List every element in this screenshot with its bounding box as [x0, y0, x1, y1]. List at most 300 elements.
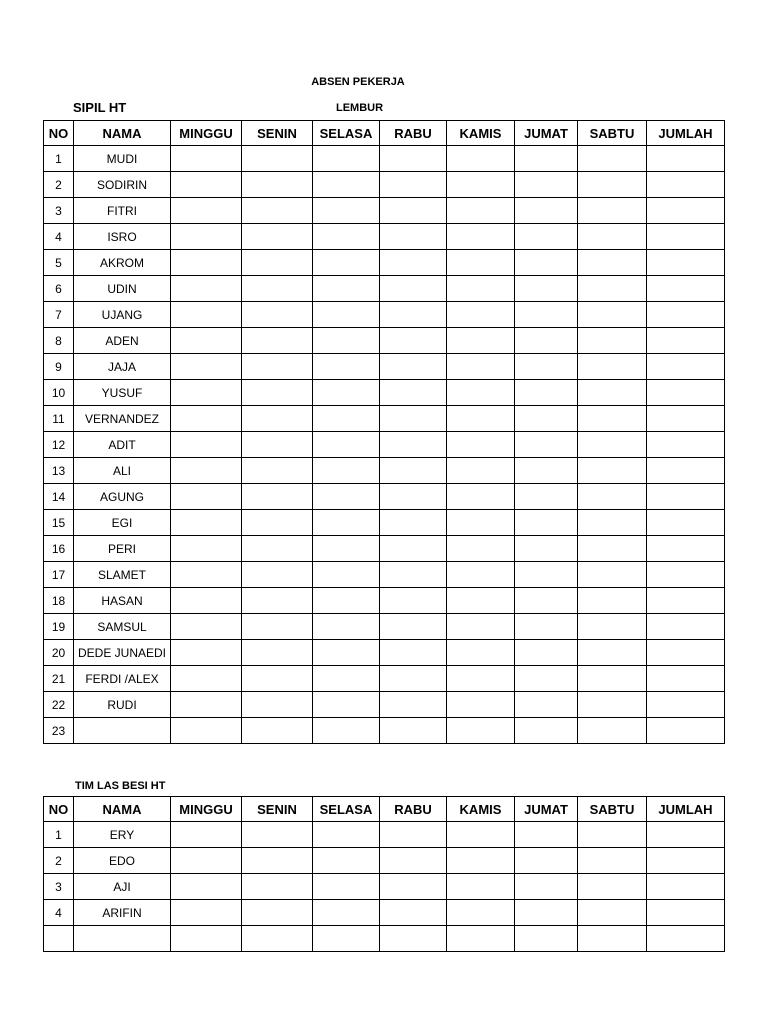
worker-name: EGI — [74, 510, 171, 536]
table-row — [44, 822, 725, 848]
attendance-cell-kamis[interactable] — [447, 848, 515, 874]
attendance-cell-jumat[interactable] — [515, 276, 578, 302]
attendance-cell-jumlah[interactable] — [647, 250, 725, 276]
attendance-cell-minggu[interactable] — [171, 536, 242, 562]
attendance-cell-jumlah[interactable] — [647, 380, 725, 406]
attendance-cell-jumlah[interactable] — [647, 276, 725, 302]
attendance-cell-minggu[interactable] — [171, 302, 242, 328]
table-header-row — [44, 797, 725, 822]
attendance-cell-senin[interactable] — [242, 328, 313, 354]
attendance-cell-selasa[interactable] — [313, 276, 380, 302]
attendance-cell-rabu[interactable] — [380, 848, 447, 874]
attendance-cell-rabu[interactable] — [380, 692, 447, 718]
table-row — [44, 562, 725, 588]
attendance-cell-selasa[interactable] — [313, 874, 380, 900]
attendance-cell-minggu[interactable] — [171, 380, 242, 406]
row-number: 12 — [44, 432, 74, 458]
attendance-cell-minggu[interactable] — [171, 640, 242, 666]
worker-name: FITRI — [74, 198, 171, 224]
attendance-cell-senin[interactable] — [242, 614, 313, 640]
attendance-cell-minggu[interactable] — [171, 926, 242, 952]
attendance-cell-sabtu[interactable] — [578, 198, 647, 224]
attendance-cell-senin[interactable] — [242, 354, 313, 380]
attendance-cell-rabu[interactable] — [380, 198, 447, 224]
table-row — [44, 172, 725, 198]
row-number: 3 — [44, 198, 74, 224]
attendance-cell-selasa[interactable] — [313, 536, 380, 562]
attendance-cell-kamis[interactable] — [447, 354, 515, 380]
attendance-cell-rabu[interactable] — [380, 146, 447, 172]
attendance-cell-jumat[interactable] — [515, 588, 578, 614]
row-number: 10 — [44, 380, 74, 406]
attendance-cell-rabu[interactable] — [380, 380, 447, 406]
worker-name: SAMSUL — [74, 614, 171, 640]
attendance-cell-jumat[interactable] — [515, 458, 578, 484]
attendance-cell-jumat[interactable] — [515, 874, 578, 900]
attendance-cell-sabtu[interactable] — [578, 172, 647, 198]
attendance-cell-kamis[interactable] — [447, 588, 515, 614]
attendance-cell-sabtu[interactable] — [578, 822, 647, 848]
row-number: 18 — [44, 588, 74, 614]
table-row — [44, 900, 725, 926]
attendance-cell-selasa[interactable] — [313, 614, 380, 640]
attendance-cell-kamis[interactable] — [447, 900, 515, 926]
attendance-cell-selasa[interactable] — [313, 224, 380, 250]
attendance-cell-kamis[interactable] — [447, 458, 515, 484]
attendance-cell-selasa[interactable] — [313, 250, 380, 276]
attendance-cell-jumlah[interactable] — [647, 146, 725, 172]
attendance-cell-rabu[interactable] — [380, 224, 447, 250]
table-row — [44, 926, 725, 952]
attendance-cell-selasa[interactable] — [313, 588, 380, 614]
attendance-cell-jumat[interactable] — [515, 926, 578, 952]
attendance-cell-rabu[interactable] — [380, 510, 447, 536]
attendance-cell-rabu[interactable] — [380, 926, 447, 952]
attendance-cell-kamis[interactable] — [447, 432, 515, 458]
attendance-cell-jumat[interactable] — [515, 354, 578, 380]
attendance-cell-sabtu[interactable] — [578, 432, 647, 458]
attendance-cell-minggu[interactable] — [171, 198, 242, 224]
attendance-cell-senin[interactable] — [242, 562, 313, 588]
attendance-cell-kamis[interactable] — [447, 328, 515, 354]
attendance-cell-jumlah[interactable] — [647, 328, 725, 354]
attendance-cell-sabtu[interactable] — [578, 640, 647, 666]
attendance-cell-rabu[interactable] — [380, 458, 447, 484]
attendance-cell-senin[interactable] — [242, 224, 313, 250]
attendance-cell-selasa[interactable] — [313, 718, 380, 744]
attendance-cell-rabu[interactable] — [380, 640, 447, 666]
attendance-cell-selasa[interactable] — [313, 380, 380, 406]
attendance-cell-jumlah[interactable] — [647, 900, 725, 926]
row-number: 20 — [44, 640, 74, 666]
attendance-cell-rabu[interactable] — [380, 562, 447, 588]
attendance-cell-kamis[interactable] — [447, 614, 515, 640]
attendance-cell-minggu[interactable] — [171, 224, 242, 250]
attendance-cell-sabtu[interactable] — [578, 146, 647, 172]
row-number — [44, 926, 74, 952]
attendance-cell-minggu[interactable] — [171, 562, 242, 588]
worker-name: SLAMET — [74, 562, 171, 588]
attendance-cell-jumat[interactable] — [515, 432, 578, 458]
attendance-cell-selasa[interactable] — [313, 666, 380, 692]
table-row — [44, 198, 725, 224]
attendance-cell-senin[interactable] — [242, 822, 313, 848]
attendance-cell-kamis[interactable] — [447, 484, 515, 510]
table-row — [44, 588, 725, 614]
attendance-cell-sabtu[interactable] — [578, 224, 647, 250]
attendance-cell-kamis[interactable] — [447, 380, 515, 406]
attendance-cell-sabtu[interactable] — [578, 510, 647, 536]
attendance-cell-rabu[interactable] — [380, 250, 447, 276]
attendance-cell-jumat[interactable] — [515, 172, 578, 198]
attendance-cell-jumat[interactable] — [515, 692, 578, 718]
attendance-cell-jumlah[interactable] — [647, 588, 725, 614]
attendance-cell-senin[interactable] — [242, 484, 313, 510]
attendance-cell-selasa[interactable] — [313, 432, 380, 458]
attendance-cell-sabtu[interactable] — [578, 874, 647, 900]
attendance-cell-jumat[interactable] — [515, 640, 578, 666]
attendance-cell-jumlah[interactable] — [647, 354, 725, 380]
attendance-cell-jumat[interactable] — [515, 848, 578, 874]
attendance-cell-kamis[interactable] — [447, 562, 515, 588]
attendance-cell-senin[interactable] — [242, 900, 313, 926]
attendance-cell-jumlah[interactable] — [647, 562, 725, 588]
attendance-cell-kamis[interactable] — [447, 224, 515, 250]
attendance-cell-jumlah[interactable] — [647, 848, 725, 874]
table-header-row — [44, 121, 725, 146]
attendance-cell-sabtu[interactable] — [578, 354, 647, 380]
attendance-cell-sabtu[interactable] — [578, 484, 647, 510]
row-number: 9 — [44, 354, 74, 380]
worker-name: FERDI /ALEX — [74, 666, 171, 692]
attendance-cell-senin[interactable] — [242, 510, 313, 536]
attendance-cell-senin[interactable] — [242, 640, 313, 666]
attendance-cell-selasa[interactable] — [313, 146, 380, 172]
attendance-cell-minggu[interactable] — [171, 432, 242, 458]
row-number: 5 — [44, 250, 74, 276]
attendance-cell-rabu[interactable] — [380, 172, 447, 198]
attendance-cell-sabtu[interactable] — [578, 926, 647, 952]
attendance-cell-kamis[interactable] — [447, 276, 515, 302]
attendance-cell-senin[interactable] — [242, 302, 313, 328]
attendance-cell-senin[interactable] — [242, 666, 313, 692]
column-header-no: NO — [44, 797, 74, 822]
worker-name: EDO — [74, 848, 171, 874]
attendance-cell-jumlah[interactable] — [647, 718, 725, 744]
attendance-cell-minggu[interactable] — [171, 276, 242, 302]
attendance-cell-senin[interactable] — [242, 458, 313, 484]
attendance-cell-senin[interactable] — [242, 172, 313, 198]
attendance-cell-senin[interactable] — [242, 198, 313, 224]
row-number: 4 — [44, 900, 74, 926]
column-header-jumlah: JUMLAH — [647, 797, 725, 822]
table-row — [44, 302, 725, 328]
attendance-cell-minggu[interactable] — [171, 458, 242, 484]
attendance-cell-jumlah[interactable] — [647, 692, 725, 718]
attendance-cell-rabu[interactable] — [380, 588, 447, 614]
attendance-cell-sabtu[interactable] — [578, 276, 647, 302]
attendance-cell-rabu[interactable] — [380, 354, 447, 380]
attendance-cell-kamis[interactable] — [447, 666, 515, 692]
attendance-cell-rabu[interactable] — [380, 822, 447, 848]
worker-name: RUDI — [74, 692, 171, 718]
attendance-cell-rabu[interactable] — [380, 874, 447, 900]
attendance-cell-minggu[interactable] — [171, 588, 242, 614]
attendance-cell-senin[interactable] — [242, 146, 313, 172]
attendance-cell-selasa[interactable] — [313, 510, 380, 536]
attendance-cell-selasa[interactable] — [313, 198, 380, 224]
row-number: 2 — [44, 172, 74, 198]
attendance-cell-selasa[interactable] — [313, 406, 380, 432]
attendance-cell-rabu[interactable] — [380, 484, 447, 510]
attendance-cell-sabtu[interactable] — [578, 250, 647, 276]
attendance-cell-rabu[interactable] — [380, 718, 447, 744]
attendance-table-sipil-ht — [43, 120, 725, 744]
attendance-cell-sabtu[interactable] — [578, 302, 647, 328]
attendance-cell-senin[interactable] — [242, 874, 313, 900]
attendance-cell-kamis[interactable] — [447, 536, 515, 562]
attendance-cell-selasa[interactable] — [313, 172, 380, 198]
attendance-cell-jumlah[interactable] — [647, 614, 725, 640]
table-row — [44, 666, 725, 692]
attendance-cell-sabtu[interactable] — [578, 328, 647, 354]
attendance-cell-selasa[interactable] — [313, 484, 380, 510]
row-number: 7 — [44, 302, 74, 328]
column-header-selasa: SELASA — [313, 121, 380, 146]
attendance-cell-jumat[interactable] — [515, 250, 578, 276]
column-header-nama: NAMA — [74, 797, 171, 822]
attendance-cell-jumat[interactable] — [515, 302, 578, 328]
row-number: 19 — [44, 614, 74, 640]
attendance-cell-kamis[interactable] — [447, 822, 515, 848]
worker-name — [74, 718, 171, 744]
attendance-cell-sabtu[interactable] — [578, 666, 647, 692]
attendance-cell-rabu[interactable] — [380, 536, 447, 562]
attendance-cell-jumlah[interactable] — [647, 172, 725, 198]
attendance-cell-minggu[interactable] — [171, 874, 242, 900]
attendance-cell-sabtu[interactable] — [578, 458, 647, 484]
attendance-cell-senin[interactable] — [242, 536, 313, 562]
attendance-cell-sabtu[interactable] — [578, 692, 647, 718]
column-header-minggu: MINGGU — [171, 797, 242, 822]
attendance-cell-kamis[interactable] — [447, 926, 515, 952]
attendance-cell-senin[interactable] — [242, 276, 313, 302]
attendance-cell-kamis[interactable] — [447, 640, 515, 666]
attendance-cell-jumlah[interactable] — [647, 302, 725, 328]
column-header-kamis: KAMIS — [447, 797, 515, 822]
attendance-cell-kamis[interactable] — [447, 198, 515, 224]
attendance-cell-jumlah[interactable] — [647, 666, 725, 692]
attendance-cell-senin[interactable] — [242, 692, 313, 718]
attendance-cell-minggu[interactable] — [171, 354, 242, 380]
attendance-cell-senin[interactable] — [242, 250, 313, 276]
column-header-no: NO — [44, 121, 74, 146]
attendance-cell-senin[interactable] — [242, 588, 313, 614]
attendance-cell-sabtu[interactable] — [578, 848, 647, 874]
attendance-cell-jumat[interactable] — [515, 614, 578, 640]
attendance-cell-sabtu[interactable] — [578, 406, 647, 432]
table-row — [44, 614, 725, 640]
attendance-cell-minggu[interactable] — [171, 614, 242, 640]
attendance-cell-rabu[interactable] — [380, 328, 447, 354]
attendance-cell-rabu[interactable] — [380, 432, 447, 458]
attendance-cell-minggu[interactable] — [171, 848, 242, 874]
attendance-cell-minggu[interactable] — [171, 510, 242, 536]
attendance-cell-kamis[interactable] — [447, 718, 515, 744]
column-header-minggu: MINGGU — [171, 121, 242, 146]
worker-name — [74, 926, 171, 952]
table-row — [44, 536, 725, 562]
attendance-cell-jumat[interactable] — [515, 406, 578, 432]
attendance-cell-sabtu[interactable] — [578, 718, 647, 744]
attendance-cell-rabu[interactable] — [380, 614, 447, 640]
attendance-cell-senin[interactable] — [242, 380, 313, 406]
attendance-cell-selasa[interactable] — [313, 302, 380, 328]
worker-name: HASAN — [74, 588, 171, 614]
row-number: 3 — [44, 874, 74, 900]
attendance-cell-minggu[interactable] — [171, 406, 242, 432]
attendance-cell-selasa[interactable] — [313, 328, 380, 354]
attendance-cell-senin[interactable] — [242, 718, 313, 744]
attendance-cell-jumat[interactable] — [515, 510, 578, 536]
attendance-cell-jumlah[interactable] — [647, 536, 725, 562]
worker-name: UJANG — [74, 302, 171, 328]
table-row — [44, 406, 725, 432]
table-row — [44, 432, 725, 458]
attendance-cell-minggu[interactable] — [171, 328, 242, 354]
attendance-cell-rabu[interactable] — [380, 302, 447, 328]
row-number: 22 — [44, 692, 74, 718]
worker-name: YUSUF — [74, 380, 171, 406]
section-label-tim-las-besi-ht: TIM LAS BESI HT — [75, 780, 166, 792]
attendance-cell-jumat[interactable] — [515, 380, 578, 406]
attendance-cell-selasa[interactable] — [313, 692, 380, 718]
attendance-cell-sabtu[interactable] — [578, 614, 647, 640]
worker-name: ADEN — [74, 328, 171, 354]
attendance-cell-kamis[interactable] — [447, 172, 515, 198]
attendance-cell-sabtu[interactable] — [578, 900, 647, 926]
attendance-cell-jumat[interactable] — [515, 718, 578, 744]
attendance-cell-jumat[interactable] — [515, 666, 578, 692]
attendance-cell-sabtu[interactable] — [578, 380, 647, 406]
attendance-cell-minggu[interactable] — [171, 718, 242, 744]
attendance-cell-jumlah[interactable] — [647, 198, 725, 224]
worker-name: MUDI — [74, 146, 171, 172]
table-row — [44, 250, 725, 276]
column-header-jumlah: JUMLAH — [647, 121, 725, 146]
attendance-cell-kamis[interactable] — [447, 250, 515, 276]
attendance-cell-rabu[interactable] — [380, 406, 447, 432]
attendance-cell-senin[interactable] — [242, 406, 313, 432]
attendance-cell-selasa[interactable] — [313, 822, 380, 848]
attendance-cell-minggu[interactable] — [171, 666, 242, 692]
table-row — [44, 692, 725, 718]
table-row — [44, 848, 725, 874]
attendance-cell-selasa[interactable] — [313, 848, 380, 874]
attendance-cell-jumlah[interactable] — [647, 926, 725, 952]
attendance-cell-selasa[interactable] — [313, 926, 380, 952]
column-header-rabu: RABU — [380, 797, 447, 822]
attendance-cell-rabu[interactable] — [380, 900, 447, 926]
worker-name: UDIN — [74, 276, 171, 302]
attendance-cell-jumlah[interactable] — [647, 484, 725, 510]
attendance-cell-jumlah[interactable] — [647, 874, 725, 900]
attendance-cell-kamis[interactable] — [447, 302, 515, 328]
attendance-cell-senin[interactable] — [242, 926, 313, 952]
attendance-cell-jumat[interactable] — [515, 822, 578, 848]
worker-name: AJI — [74, 874, 171, 900]
attendance-cell-senin[interactable] — [242, 848, 313, 874]
worker-name: ADIT — [74, 432, 171, 458]
worker-name: AKROM — [74, 250, 171, 276]
document-title: ABSEN PEKERJA — [311, 76, 405, 88]
attendance-cell-jumlah[interactable] — [647, 640, 725, 666]
attendance-cell-kamis[interactable] — [447, 874, 515, 900]
attendance-cell-sabtu[interactable] — [578, 588, 647, 614]
attendance-cell-minggu[interactable] — [171, 484, 242, 510]
attendance-cell-sabtu[interactable] — [578, 536, 647, 562]
attendance-cell-jumat[interactable] — [515, 484, 578, 510]
row-number: 1 — [44, 146, 74, 172]
attendance-cell-jumat[interactable] — [515, 536, 578, 562]
table-row — [44, 276, 725, 302]
attendance-cell-jumlah[interactable] — [647, 224, 725, 250]
attendance-cell-jumat[interactable] — [515, 224, 578, 250]
attendance-cell-selasa[interactable] — [313, 354, 380, 380]
row-number: 6 — [44, 276, 74, 302]
attendance-cell-kamis[interactable] — [447, 406, 515, 432]
attendance-cell-jumat[interactable] — [515, 562, 578, 588]
attendance-cell-minggu[interactable] — [171, 146, 242, 172]
attendance-cell-jumlah[interactable] — [647, 458, 725, 484]
row-number: 16 — [44, 536, 74, 562]
attendance-cell-rabu[interactable] — [380, 666, 447, 692]
attendance-cell-jumlah[interactable] — [647, 406, 725, 432]
row-number: 11 — [44, 406, 74, 432]
attendance-cell-selasa[interactable] — [313, 900, 380, 926]
worker-name: DEDE JUNAEDI — [74, 640, 171, 666]
attendance-cell-selasa[interactable] — [313, 640, 380, 666]
attendance-cell-jumat[interactable] — [515, 146, 578, 172]
attendance-cell-minggu[interactable] — [171, 172, 242, 198]
table-row — [44, 224, 725, 250]
attendance-cell-selasa[interactable] — [313, 562, 380, 588]
attendance-cell-rabu[interactable] — [380, 276, 447, 302]
attendance-cell-jumlah[interactable] — [647, 822, 725, 848]
attendance-cell-jumat[interactable] — [515, 328, 578, 354]
attendance-cell-selasa[interactable] — [313, 458, 380, 484]
row-number: 21 — [44, 666, 74, 692]
attendance-cell-minggu[interactable] — [171, 900, 242, 926]
row-number: 4 — [44, 224, 74, 250]
attendance-cell-minggu[interactable] — [171, 822, 242, 848]
attendance-cell-minggu[interactable] — [171, 692, 242, 718]
attendance-cell-jumlah[interactable] — [647, 510, 725, 536]
column-header-selasa: SELASA — [313, 797, 380, 822]
attendance-cell-sabtu[interactable] — [578, 562, 647, 588]
attendance-cell-kamis[interactable] — [447, 692, 515, 718]
attendance-cell-kamis[interactable] — [447, 510, 515, 536]
attendance-cell-kamis[interactable] — [447, 146, 515, 172]
attendance-cell-jumat[interactable] — [515, 198, 578, 224]
attendance-cell-minggu[interactable] — [171, 250, 242, 276]
table-row — [44, 718, 725, 744]
attendance-cell-jumat[interactable] — [515, 900, 578, 926]
worker-name: ALI — [74, 458, 171, 484]
attendance-cell-jumlah[interactable] — [647, 432, 725, 458]
attendance-cell-senin[interactable] — [242, 432, 313, 458]
table-row — [44, 874, 725, 900]
